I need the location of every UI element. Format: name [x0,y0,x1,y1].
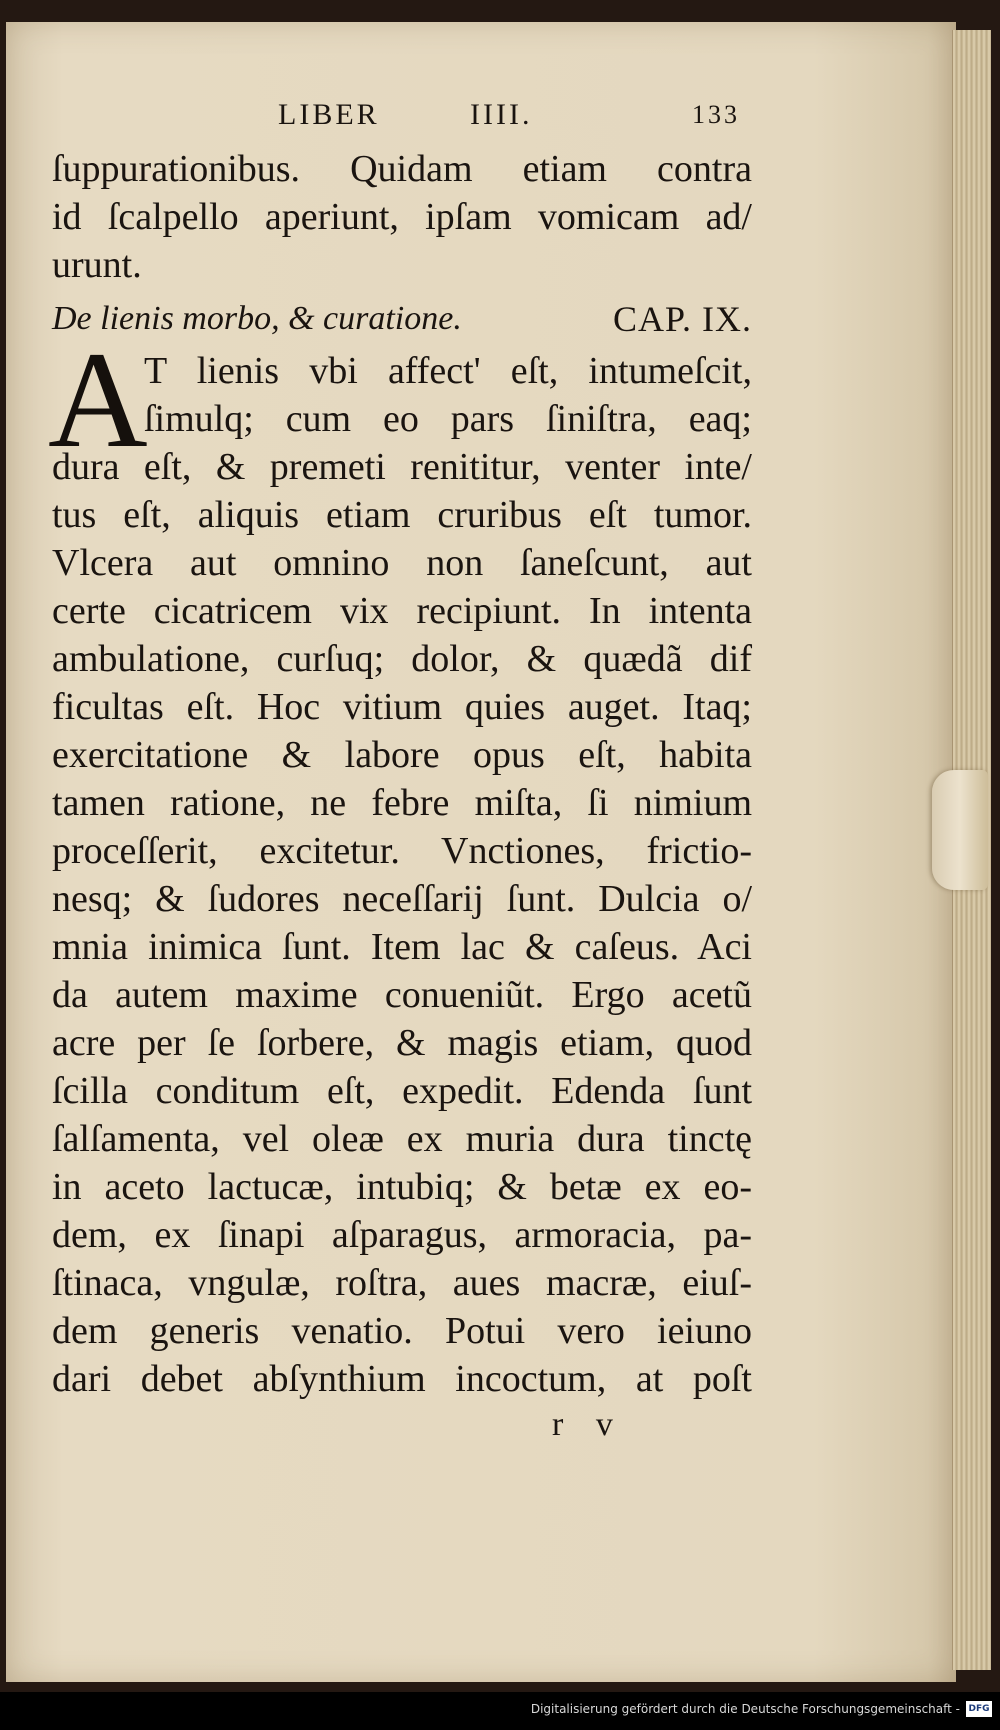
text-line: dem generis venatio. Potui vero ieiuno [52,1310,752,1352]
text-line: id ſcalpello aperiunt, ipſam vomicam ad/ [52,196,752,238]
text-line: ſcilla conditum eſt, expedit. Edenda ſunt [52,1070,752,1112]
text-line: urunt. [52,244,142,286]
signature-mark: r v [552,1406,625,1443]
text-line: exercitatione & labore opus eſt, habita [52,734,752,776]
text-line: tamen ratione, ne febre miſta, ſi nimium [52,782,752,824]
text-line: T lienis vbi affect' eſt, intumeſcit, [144,350,752,392]
text-line: dari debet abſynthium incoctum, at poſt [52,1358,752,1400]
text-line: dem, ex ſinapi aſparagus, armoracia, pa- [52,1214,752,1256]
text-line: certe cicatricem vix recipiunt. In intenta [52,590,752,632]
running-head [52,98,752,134]
page-ribbon-tab [932,770,988,890]
funding-credit: Digitalisierung gefördert durch die Deutsche Forschungsgemeinschaft - [530,1702,960,1716]
text-line: tus eſt, aliquis etiam cruribus eſt tumor. [52,494,752,536]
running-head-book-number: IIII. [470,98,533,131]
text-line: ſuppurationibus. Quidam etiam contra [52,148,752,190]
running-head-liber: LIBER [278,98,380,131]
text-line: ſalſamenta, vel oleæ ex muria dura tinctę [52,1118,752,1160]
text-line: ſimulq; cum eo pars ſiniſtra, eaq; [144,398,752,440]
digitization-footer [0,1692,1000,1730]
text-line: in aceto lactucæ, intubiq; & betæ ex eo- [52,1166,752,1208]
text-line: da autem maxime conueniũt. Ergo acetũ [52,974,752,1016]
chapter-number: CAP. IX. [612,299,752,339]
text-line: ficultas eſt. Hoc vitium quies auget. Itaq; [52,686,752,728]
text-line: acre per ſe ſorbere, & magis etiam, quod [52,1022,752,1064]
chapter-title: De lienis morbo, & curatione. [52,300,462,337]
folio-number: 133 [692,100,740,129]
dfg-logo: DFG [966,1701,992,1717]
drop-cap-initial: A [48,323,148,476]
chapter-heading [52,296,752,342]
text-line: ambulatione, curſuq; dolor, & quædã dif [52,638,752,680]
text-line: Vlcera aut omnino non ſaneſcunt, aut [52,542,752,584]
text-line: dura eſt, & premeti renititur, venter inte/ [52,446,752,488]
text-line: proceſſerit, excitetur. Vnctiones, frictio- [52,830,752,872]
text-line: nesq; & ſudores neceſſarij ſunt. Dulcia o/ [52,878,752,920]
text-line: ſtinaca, vngulæ, roſtra, aues macræ, eiuſ- [52,1262,752,1304]
text-line: mnia inimica ſunt. Item lac & caſeus. Aci [52,926,752,968]
